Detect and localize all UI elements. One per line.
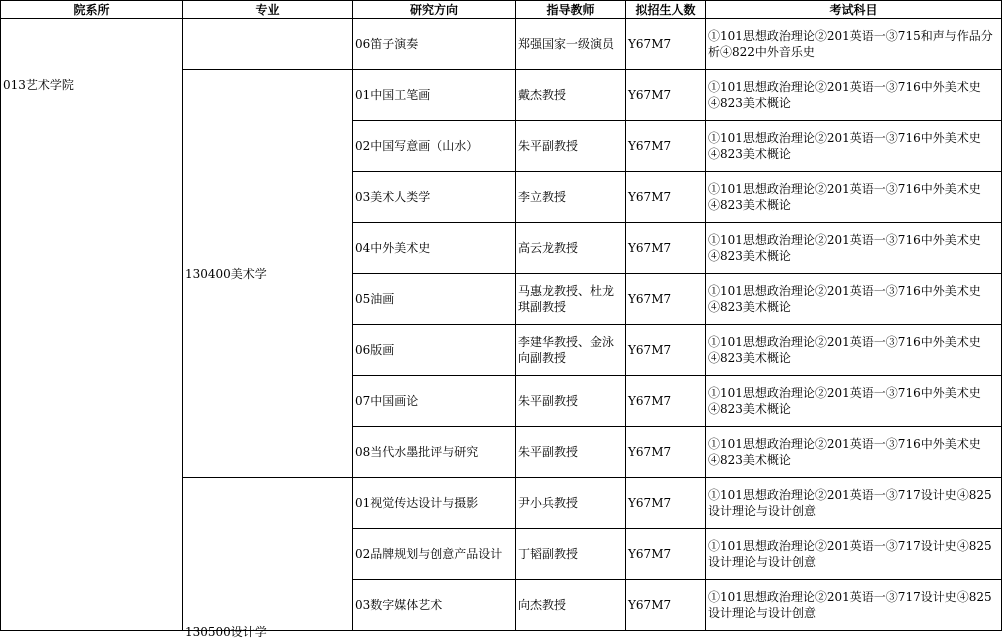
header-quota: 拟招生人数: [626, 1, 706, 19]
exam-cell: ①101思想政治理论②201英语一③717设计史④825设计理论与设计创意: [706, 529, 1002, 580]
quota-cell: Y67M7: [626, 172, 706, 223]
major-cell: [183, 478, 353, 639]
direction-cell: 04中外美术史: [353, 223, 516, 274]
advisor-cell: 高云龙教授: [516, 223, 626, 274]
exam-cell: ①101思想政治理论②201英语一③717设计史④825设计理论与设计创意: [706, 580, 1002, 631]
direction-cell: 02中国写意画（山水）: [353, 121, 516, 172]
quota-cell: Y67M7: [626, 427, 706, 478]
direction-cell: 06笛子演奏: [353, 19, 516, 70]
direction-cell: 08当代水墨批评与研究: [353, 427, 516, 478]
exam-cell: ①101思想政治理论②201英语一③717设计史④825设计理论与设计创意: [706, 478, 1002, 529]
advisor-cell: 郑强国家一级演员: [516, 19, 626, 70]
quota-cell: Y67M7: [626, 529, 706, 580]
quota-cell: Y67M7: [626, 121, 706, 172]
advisor-cell: 李立教授: [516, 172, 626, 223]
header-direction: 研究方向: [353, 1, 516, 19]
header-department: 院系所: [1, 1, 183, 19]
table-row: [1, 19, 1002, 70]
advisor-cell: 尹小兵教授: [516, 478, 626, 529]
quota-cell: Y67M7: [626, 19, 706, 70]
exam-cell: ①101思想政治理论②201英语一③716中外美术史④823美术概论: [706, 325, 1002, 376]
advisor-cell: 朱平副教授: [516, 427, 626, 478]
advisor-cell: 丁韬副教授: [516, 529, 626, 580]
quota-cell: Y67M7: [626, 478, 706, 529]
advisor-cell: 向杰教授: [516, 580, 626, 631]
quota-cell: Y67M7: [626, 580, 706, 631]
department-cell: 013艺术学院: [1, 19, 183, 631]
header-row: [1, 1, 1002, 19]
direction-cell: 06版画: [353, 325, 516, 376]
direction-cell: 02品牌规划与创意产品设计: [353, 529, 516, 580]
advisor-cell: 朱平副教授: [516, 376, 626, 427]
quota-cell: Y67M7: [626, 325, 706, 376]
header-exam: 考试科目: [706, 1, 1002, 19]
exam-cell: ①101思想政治理论②201英语一③716中外美术史④823美术概论: [706, 223, 1002, 274]
major-cell: 130400美术学: [183, 70, 353, 478]
exam-cell: ①101思想政治理论②201英语一③716中外美术史④823美术概论: [706, 121, 1002, 172]
quota-cell: Y67M7: [626, 223, 706, 274]
advisor-cell: 戴杰教授: [516, 70, 626, 121]
advisor-cell: 马惠龙教授、杜龙琪副教授: [516, 274, 626, 325]
exam-cell: ①101思想政治理论②201英语一③716中外美术史④823美术概论: [706, 376, 1002, 427]
exam-cell: ①101思想政治理论②201英语一③716中外美术史④823美术概论: [706, 172, 1002, 223]
direction-cell: 05油画: [353, 274, 516, 325]
header-advisor: 指导教师: [516, 1, 626, 19]
exam-cell: ①101思想政治理论②201英语一③716中外美术史④823美术概论: [706, 427, 1002, 478]
direction-cell: 01视觉传达设计与摄影: [353, 478, 516, 529]
direction-cell: 03数字媒体艺术: [353, 580, 516, 631]
header-major: 专业: [183, 1, 353, 19]
advisor-cell: 朱平副教授: [516, 121, 626, 172]
direction-cell: 03美术人类学: [353, 172, 516, 223]
exam-cell: ①101思想政治理论②201英语一③715和声与作品分析④822中外音乐史: [706, 19, 1002, 70]
direction-cell: 01中国工笔画: [353, 70, 516, 121]
quota-cell: Y67M7: [626, 274, 706, 325]
quota-cell: Y67M7: [626, 70, 706, 121]
exam-cell: ①101思想政治理论②201英语一③716中外美术史④823美术概论: [706, 274, 1002, 325]
direction-cell: 07中国画论: [353, 376, 516, 427]
advisor-cell: 李建华教授、金泳向副教授: [516, 325, 626, 376]
major-name-text: 130500设计学: [185, 625, 267, 639]
major-cell: [183, 19, 353, 70]
quota-cell: Y67M7: [626, 376, 706, 427]
exam-cell: ①101思想政治理论②201英语一③716中外美术史④823美术概论: [706, 70, 1002, 121]
